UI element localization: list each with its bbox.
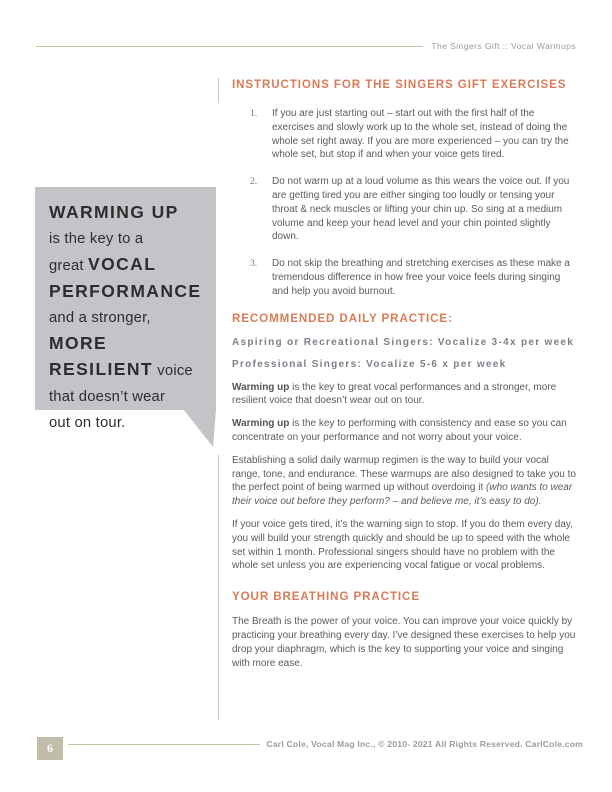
header-rule <box>36 46 423 47</box>
list-item-text: Do not warm up at a loud volume as this wears the voice out. If you are getting tired you are either singing too loudly or tensing your throat & neck muscles or lifting your chin up. So sing at a medium volume and keep your head level and your chin pointed slightly down. <box>272 176 570 243</box>
paragraph: Warming up is the key to great vocal performances and a stronger, more resilient voice that doesn’t wear out on tour. <box>232 381 557 407</box>
header-title: The Singers Gift :: Vocal Warmups <box>431 41 576 51</box>
main-column <box>232 78 578 679</box>
section-divider-line <box>218 455 219 720</box>
page-header <box>36 41 576 51</box>
subhead-aspiring-singers: Aspiring or Recreational Singers: Vocalize 3-4x per week <box>232 336 575 348</box>
list-item <box>232 257 578 298</box>
list-item <box>232 107 578 162</box>
list-item <box>232 175 578 244</box>
page-number-badge <box>37 737 63 760</box>
callout-line: and a stronger, <box>49 310 151 326</box>
callout-line: PERFORMANCE <box>49 281 202 301</box>
footer-text: Carl Cole, Vocal Mag Inc., © 2010- 2021 All Rights Reserved. CarlCole.com <box>266 739 583 749</box>
instructions-list <box>232 107 578 299</box>
list-item-text: If you are just starting out – start out with the first half of the exercises and slowly work up to the whole set, instead of doing the whole set right away. If you are more experienced – you can try the whole set, but stop if and when your voice gets tired. <box>272 108 569 161</box>
paragraph: The Breath is the power of your voice. You can improve your voice quickly by practicing your breathing every day. I’ve designed these exercises to help you drop your diaphragm, which is the key to supporting your voice and singing with more ease. <box>232 616 576 669</box>
footer-rule <box>68 744 260 745</box>
callout-line: WARMING UP <box>49 202 179 222</box>
paragraph: Warming up is the key to performing with consistency and ease so you can concentrate on your performance and not worry about your voice. <box>232 418 567 443</box>
callout-line: is the key to a <box>49 231 144 247</box>
page-footer <box>68 739 583 749</box>
callout-line: out on tour. <box>49 415 126 431</box>
page-title: INSTRUCTIONS FOR THE SINGERS GIFT EXERCISES <box>232 78 578 91</box>
list-item-text: Do not skip the breathing and stretching exercises as these make a tremendous difference in how free your voice feels during singing and help you avoid burnout. <box>272 258 570 297</box>
callout-line: that doesn’t wear <box>49 389 166 405</box>
section-heading-daily-practice: RECOMMENDED DAILY PRACTICE: <box>232 311 453 325</box>
page-number: 6 <box>47 741 53 755</box>
callout-line: MORE <box>49 333 108 353</box>
list-item-number: 2. <box>250 176 258 188</box>
callout-line: great VOCAL <box>49 254 157 274</box>
title-side-rule <box>218 78 219 103</box>
paragraph: If your voice gets tired, it’s the warning sign to stop. If you do them every day, you will build your strength quickly and should be up to speed with the whole set within 1 month. Professional singers should have no problem with the whole set unless you are experiencing vocal fatigue or vocal problems. <box>232 518 573 572</box>
callout-line: RESILIENT voice <box>49 359 193 379</box>
list-item-number: 1. <box>250 108 258 119</box>
subhead-professional-singers: Professional Singers: Vocalize 5-6 x per week <box>232 358 507 370</box>
list-item-number: 3. <box>250 258 258 270</box>
paragraph: Establishing a solid daily warmup regimen is the way to build your vocal range, tone, and endurance. These warmups are also designed to take you to the perfect point of being warmed up without overdoing it (who wants to wear their voice out before they perform? – and believe me, it’s easy to do). <box>232 454 576 508</box>
section-heading-breathing: YOUR BREATHING PRACTICE <box>232 590 420 604</box>
callout-quote <box>35 187 216 431</box>
